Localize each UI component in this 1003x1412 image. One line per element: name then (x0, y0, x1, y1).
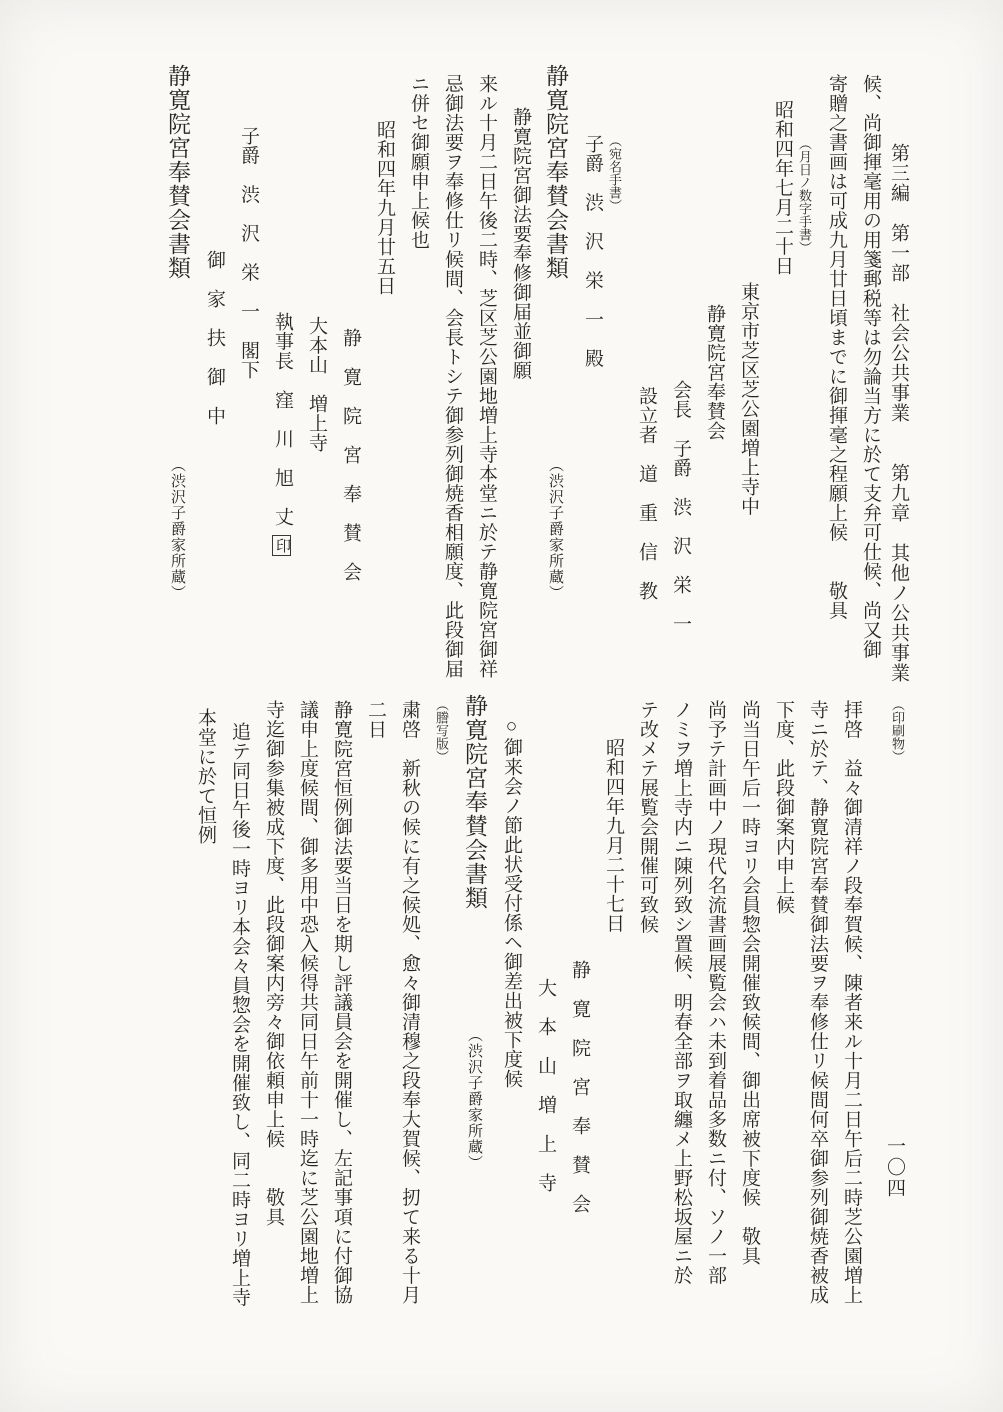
running-header: 第三編 第一部 社会公共事業 第九章 其他ノ公共事業 (888, 143, 909, 683)
annotation-column: （謄写版） (434, 698, 449, 763)
document-title: 静寛院宮奉賛会書類 (165, 64, 190, 280)
text-column: 本堂に於て恒例 (195, 708, 216, 845)
text-column: 寺ニ於テ、静寛院宮奉賛御法要ヲ奉修仕リ候間何卒御参列御焼香被成 (807, 700, 828, 1305)
text-column: 尚予テ計画中ノ現代名流書画展覧会ハ未到着品多数ニ付、ソノ一部 (705, 700, 726, 1285)
text-column: ニ併セ御願申上候也 (408, 74, 429, 250)
note-column: ○御来会ノ節此状受付係ヘ御差出被下度候 (501, 716, 522, 1089)
text-column: 寄贈之書画は可成九月廿日頃までに御揮毫之程願上候 敬具 (826, 74, 847, 620)
addressee-column: 子爵 渋 沢 栄 一 閣下 (238, 126, 259, 380)
signature-column: 会長 子爵 渋 沢 栄 一 (670, 380, 691, 634)
annotation-column: （月日ノ数字手書） (797, 137, 812, 254)
date-column: 昭和四年七月二十日 (772, 100, 793, 276)
document-title-column (164, 62, 190, 687)
text-column: 寺迄御参集被成下度、此段御案内旁々御依頼申上候 敬具 (263, 700, 284, 1227)
addressee-column: 子爵 渋 沢 栄 一 殿 (582, 134, 603, 368)
text-column: 拝啓 益々御清祥ノ段奉賀候、陳者来ル十月二日午后二時芝公園増上 (841, 700, 862, 1305)
text-column: 候、尚御揮毫用の用箋郵税等は勿論当方に於て支弁可仕候、尚又御 (860, 74, 881, 659)
addressee-column: 御 家 扶 御 中 (204, 250, 225, 426)
text-column: ノミヲ増上寺内ニ陳列致シ置候、明春全部ヲ取纏メ上野松坂屋ニ於 (671, 700, 692, 1285)
text-column: 来ル十月二日午後二時、芝区芝公園地増上寺本堂ニ於テ静寛院宮御祥 (476, 74, 497, 679)
seal-mark: 印 (272, 535, 291, 557)
signature-column: 静 寛 院 宮 奉 賛 会 (340, 328, 361, 582)
document-title-column (461, 692, 487, 1352)
text-column: 忌御法要ヲ奉修仕リ候間、会長トシテ御参列御焼香相願度、此段御届 (442, 74, 463, 679)
subheading-column: 静寛院宮御法要奉修御届並御願 (510, 107, 531, 380)
annotation-column: （宛名手書） (607, 134, 622, 212)
page-number: 一〇四 (884, 1136, 905, 1199)
text-column: 尚当日午后一時ヨリ会員惣会開催致候間、御出席被下度候 敬具 (739, 700, 760, 1266)
date-column: 昭和四年九月二十七日 (603, 738, 624, 933)
signature-column: 静 寛 院 宮 奉 賛 会 (569, 960, 590, 1214)
annotation-column: （印刷物） (890, 698, 905, 763)
text-column: 静寛院宮恒例御法要当日を期し評議員会を開催し、左記事項に付御協 (331, 700, 352, 1305)
document-title-column (542, 62, 568, 687)
signature-column: 大 本 山 増 上 寺 (535, 978, 556, 1193)
date-column: 昭和四年九月廿五日 (374, 120, 395, 296)
text-column: テ改メテ展覧会開催可致候 (637, 700, 658, 934)
text-column: 二日 (365, 700, 386, 739)
text-column: 議申上度候間、御多用中恐入候得共同日午前十一時迄に芝公園地増上 (297, 700, 318, 1305)
address-column: 東京市芝区芝公園増上寺中 (738, 282, 759, 516)
sender-column: 静寛院宮奉賛会 (704, 304, 725, 441)
text-column: 追テ同日午後一時ヨリ本会々員惣会を開催致し、同二時ヨリ増上寺 (229, 722, 250, 1307)
text-column: 下度、此段御案内申上候 (773, 700, 794, 915)
ownership-note: （渋沢子爵家所蔵） (466, 1027, 482, 1172)
signature-column: 大本山 増上寺 (306, 316, 327, 453)
document-title: 静寛院宮奉賛会書類 (462, 694, 487, 910)
signature-column: 執事長 窪 川 旭 丈印 (272, 62, 292, 687)
text-column: 粛啓 新秋の候に有之候処、愈々御清穆之段奉大賀候、扨て来る十月 (399, 700, 420, 1305)
bottom-text-block (56, 692, 905, 1352)
ownership-note: （渋沢子爵家所蔵） (169, 457, 185, 602)
document-title: 静寛院宮奉賛会書類 (543, 64, 568, 280)
top-text-block (56, 62, 880, 687)
ownership-note: （渋沢子爵家所蔵） (547, 457, 563, 602)
signature-column: 設立者 道 重 信 教 (636, 386, 657, 601)
